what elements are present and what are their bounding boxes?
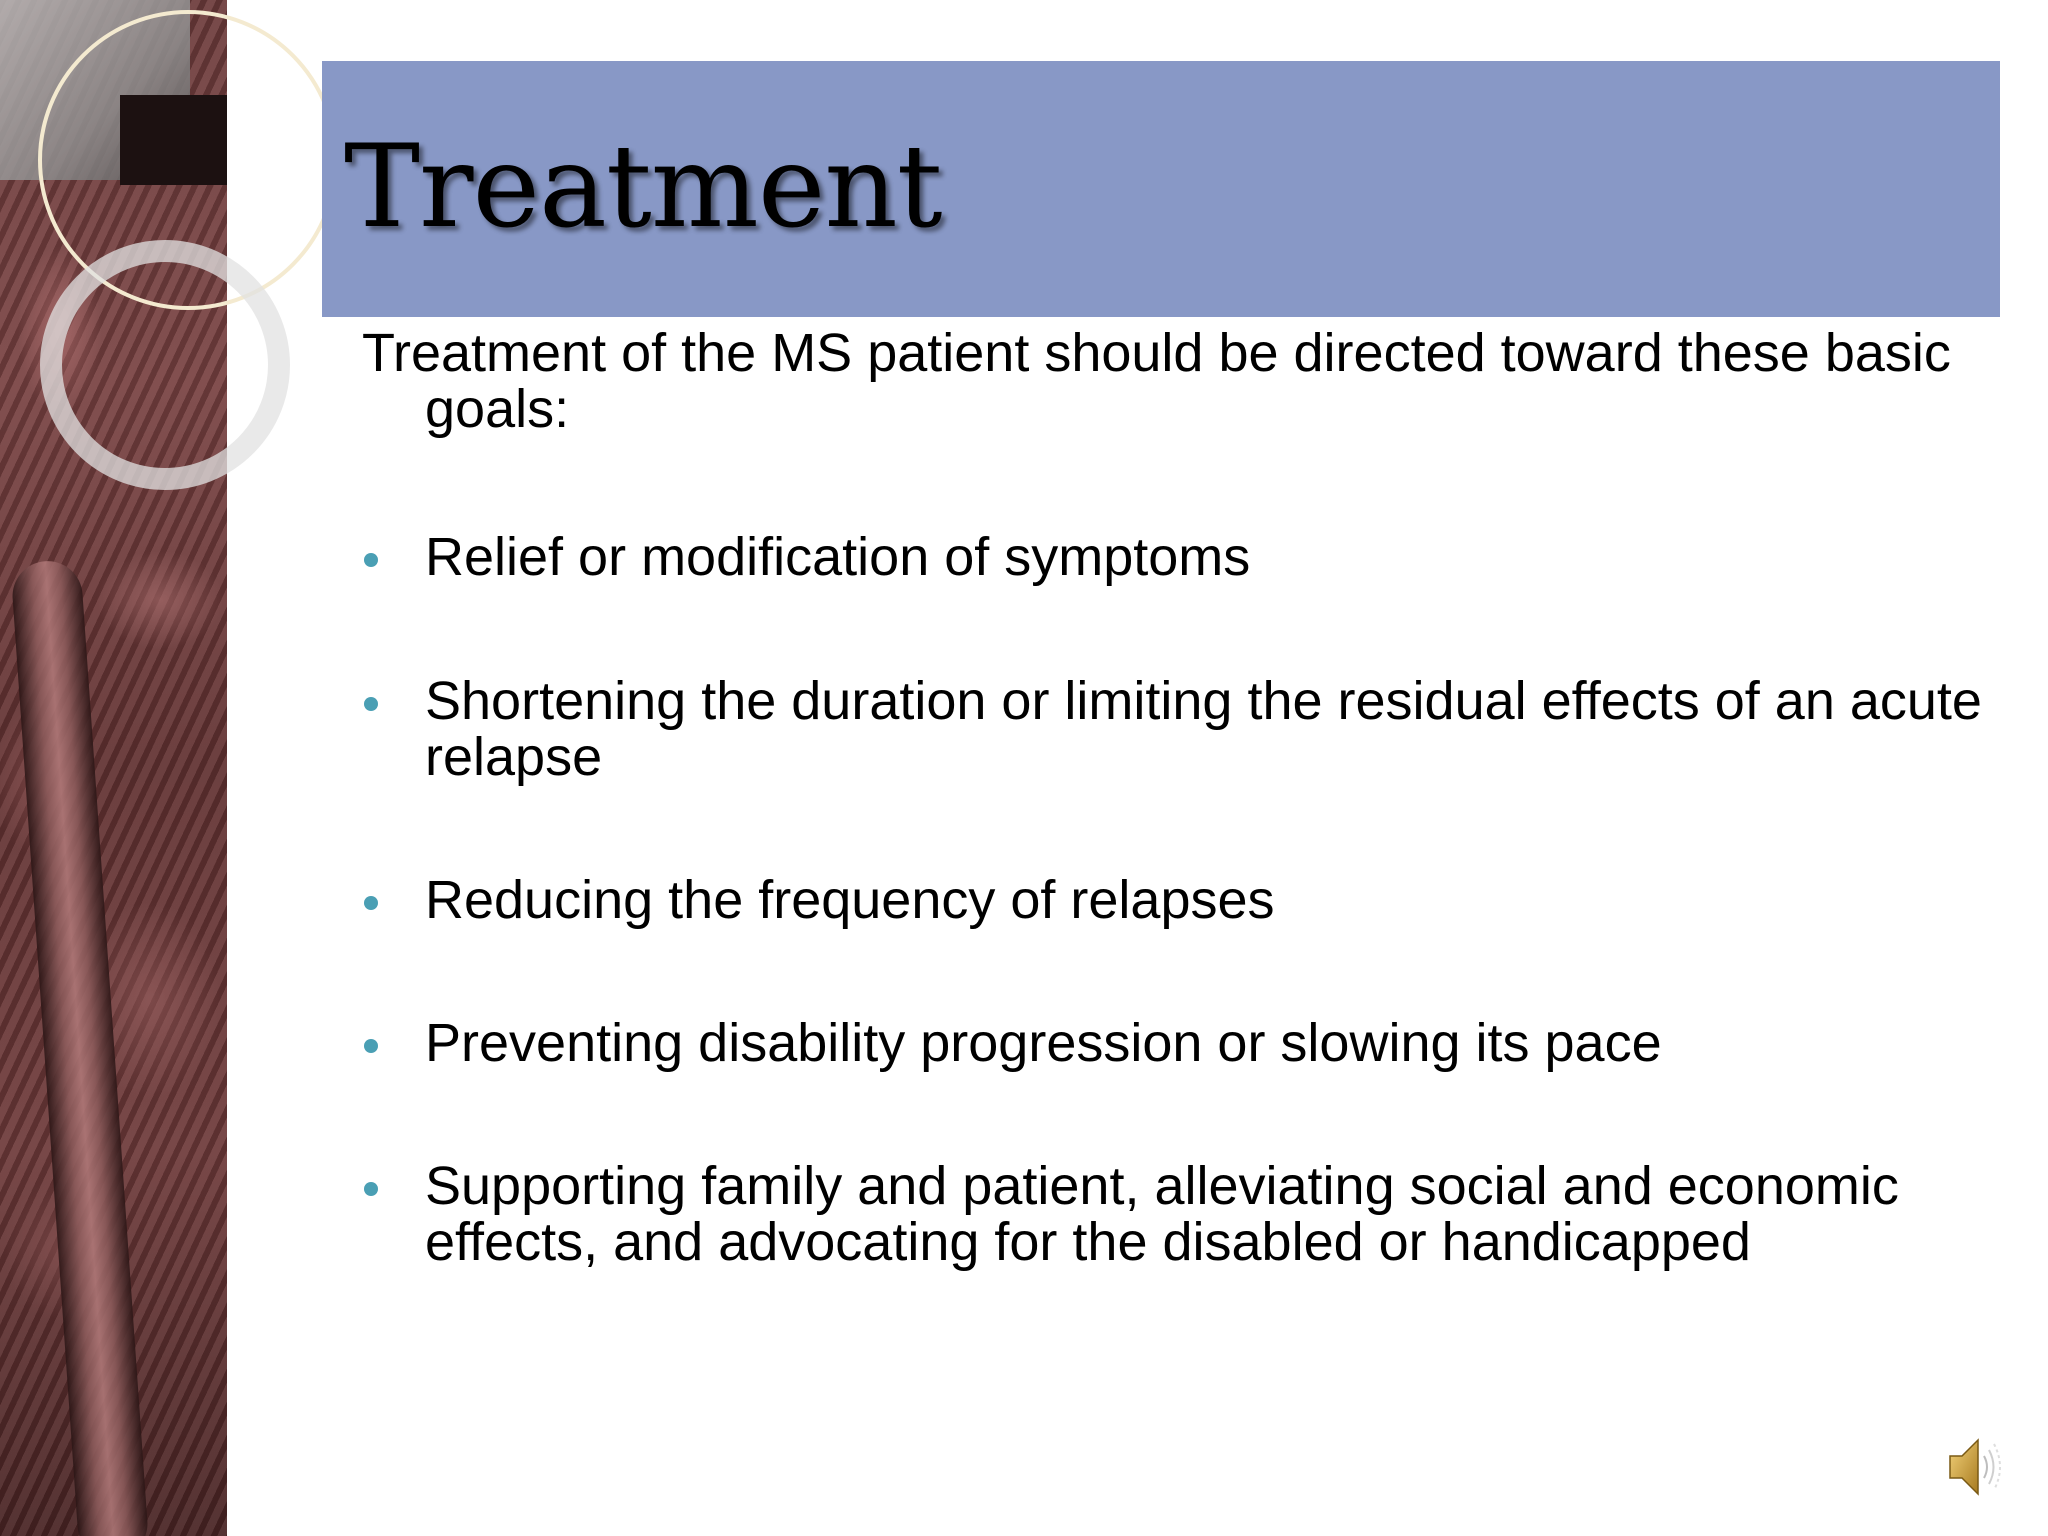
bullet-item [362,1158,2002,1270]
bullet-dot-icon [364,1182,378,1196]
bullet-dot-icon [364,896,378,910]
bullet-item [362,872,2002,928]
bullet-text: Relief or modification of symptoms [425,527,1251,587]
bullet-dot-icon [364,1039,378,1053]
speaker-icon[interactable] [1946,1432,2006,1502]
decorative-ring-thick [40,240,290,490]
slide-body [362,325,2002,1270]
bullet-text: Shortening the duration or limiting the residual effects of an acute relapse [425,671,1982,787]
bullet-text: Reducing the frequency of relapses [425,870,1275,930]
slide-title: Treatment [344,120,942,253]
bullet-text: Supporting family and patient, alleviating social and economic effects, and advocating for the disabled or handicapped [425,1156,1899,1272]
bullet-item [362,529,2002,585]
intro-text: Treatment of the MS patient should be directed toward these basic goals: [362,323,1951,439]
bullet-text: Preventing disability progression or slowing its pace [425,1013,1662,1073]
bullet-item [362,1015,2002,1071]
spine-shape [10,559,150,1536]
bullet-item [362,673,2002,785]
bullet-dot-icon [364,553,378,567]
bullet-dot-icon [364,697,378,711]
